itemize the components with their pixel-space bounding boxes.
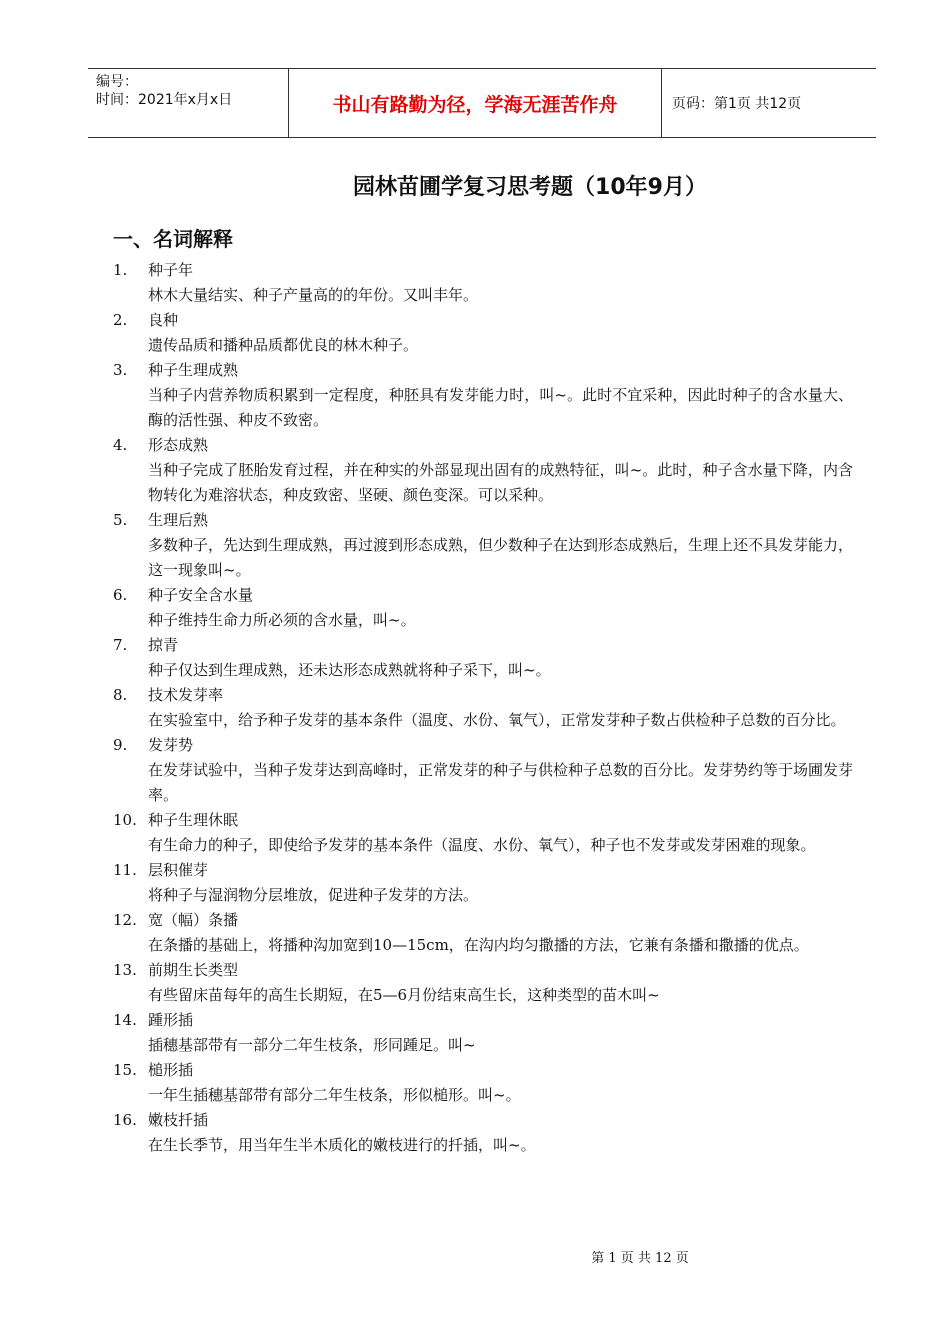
- item-definition: 在条播的基础上，将播种沟加宽到10—15cm，在沟内均匀撒播的方法，它兼有条播和撒播的优点。: [148, 936, 809, 954]
- document-header: [88, 68, 876, 138]
- item-term: 发芽势: [148, 736, 194, 754]
- list-item: [113, 433, 853, 508]
- list-item: [113, 858, 853, 908]
- item-number: 10.: [113, 811, 137, 829]
- item-number: 3.: [113, 361, 128, 379]
- list-item: [113, 308, 853, 358]
- list-item: [113, 633, 853, 683]
- item-number: 4.: [113, 436, 128, 454]
- page-title: 园林苗圃学复习思考题（10年9月）: [353, 175, 707, 200]
- item-definition: 有些留床苗每年的高生长期短，在5—6月份结束高生长，这种类型的苗木叫~: [148, 986, 660, 1004]
- item-definition: 将种子与湿润物分层堆放，促进种子发芽的方法。: [148, 886, 479, 904]
- item-definition: 在实验室中，给予种子发芽的基本条件（温度、水份、氧气），正常发芽种子数占供检种子总数的百分比。: [148, 711, 846, 729]
- term-list: [113, 258, 853, 1158]
- item-number: 16.: [113, 1111, 137, 1129]
- item-definition: 一年生插穗基部带有部分二年生枝条，形似槌形。叫~。: [148, 1086, 521, 1104]
- item-term: 槌形插: [148, 1061, 194, 1079]
- item-definition: 当种子完成了胚胎发育过程，并在种实的外部显现出固有的成熟特征，叫~。此时，种子含水量下降，内含物转化为难溶状态，种皮致密、坚硬、颜色变深。可以采种。: [148, 461, 853, 504]
- header-date: 时间：2021年x月x日: [96, 92, 233, 108]
- header-motto: 书山有路勤为径，学海无涯苦作舟: [288, 69, 662, 137]
- item-term: 宽（幅）条播: [148, 911, 239, 929]
- list-item: [113, 583, 853, 633]
- item-number: 5.: [113, 511, 128, 529]
- item-term: 种子生理成熟: [148, 361, 239, 379]
- item-definition: 林木大量结实、种子产量高的的年份。又叫丰年。: [148, 286, 479, 304]
- list-item: [113, 358, 853, 433]
- item-term: 技术发芽率: [148, 686, 224, 704]
- item-number: 12.: [113, 911, 137, 929]
- item-term: 嫩枝扦插: [148, 1111, 209, 1129]
- item-number: 7.: [113, 636, 128, 654]
- item-number: 6.: [113, 586, 128, 604]
- item-definition: 种子仅达到生理成熟，还未达形态成熟就将种子采下，叫~。: [148, 661, 551, 679]
- item-definition: 插穗基部带有一部分二年生枝条，形同踵足。叫~: [148, 1036, 476, 1054]
- item-term: 层积催芽: [148, 861, 209, 879]
- item-number: 2.: [113, 311, 128, 329]
- item-definition: 当种子内营养物质积累到一定程度，种胚具有发芽能力时，叫~。此时不宜采种，因此时种子的含水量大、酶的活性强、种皮不致密。: [148, 386, 853, 429]
- list-item: [113, 258, 853, 308]
- item-number: 11.: [113, 861, 137, 879]
- item-term: 踵形插: [148, 1011, 194, 1029]
- list-item: [113, 1108, 853, 1158]
- item-number: 15.: [113, 1061, 137, 1079]
- item-term: 种子年: [148, 261, 194, 279]
- page-footer: 第 1 页 共 12 页: [591, 1251, 689, 1266]
- item-term: 形态成熟: [148, 436, 209, 454]
- item-number: 8.: [113, 686, 128, 704]
- list-item: [113, 508, 853, 583]
- list-item: [113, 733, 853, 808]
- item-number: 9.: [113, 736, 128, 754]
- list-item: [113, 1008, 853, 1058]
- item-term: 掠青: [148, 636, 179, 654]
- header-page-info: 页码：第1页 共12页: [672, 96, 802, 112]
- list-item: [113, 1058, 853, 1108]
- list-item: [113, 683, 853, 733]
- list-item: [113, 808, 853, 858]
- list-item: [113, 908, 853, 958]
- header-meta: [88, 69, 288, 137]
- item-term: 生理后熟: [148, 511, 209, 529]
- item-number: 13.: [113, 961, 137, 979]
- item-term: 良种: [148, 311, 179, 329]
- item-definition: 有生命力的种子，即使给予发芽的基本条件（温度、水份、氧气），种子也不发芽或发芽困难的现象。: [148, 836, 816, 854]
- header-number: 编号：: [96, 74, 138, 90]
- item-definition: 在发芽试验中，当种子发芽达到高峰时，正常发芽的种子与供检种子总数的百分比。发芽势约等于场圃发芽率。: [148, 761, 854, 804]
- item-number: 14.: [113, 1011, 137, 1029]
- item-term: 前期生长类型: [148, 961, 239, 979]
- item-definition: 种子维持生命力所必须的含水量，叫~。: [148, 611, 416, 629]
- item-definition: 在生长季节，用当年生半木质化的嫩枝进行的扦插，叫~。: [148, 1136, 536, 1154]
- section-heading: 一、名词解释: [113, 227, 233, 251]
- item-definition: 遗传品质和播种品质都优良的林木种子。: [148, 336, 419, 354]
- item-term: 种子安全含水量: [148, 586, 254, 604]
- item-definition: 多数种子，先达到生理成熟，再过渡到形态成熟，但少数种子在达到形态成熟后，生理上还不具发芽能力，这一现象叫~。: [148, 536, 854, 579]
- item-term: 种子生理休眠: [148, 811, 239, 829]
- item-number: 1.: [113, 261, 128, 279]
- list-item: [113, 958, 853, 1008]
